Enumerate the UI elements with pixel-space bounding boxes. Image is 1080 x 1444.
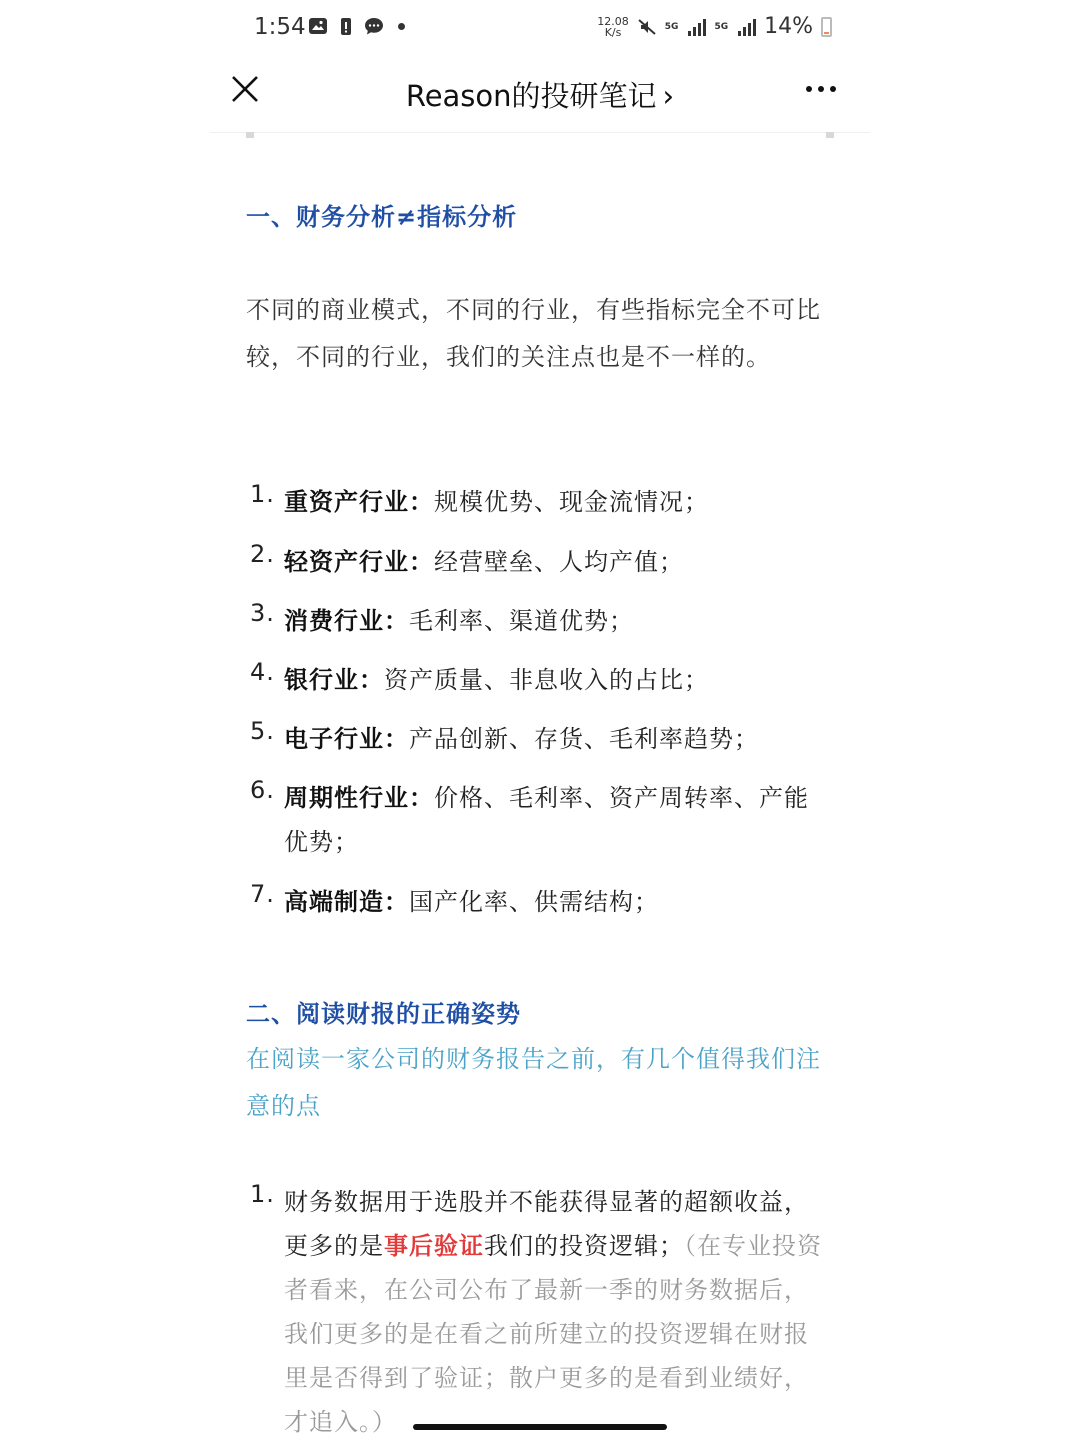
system-icons xyxy=(597,14,832,39)
list-number: 1. xyxy=(250,480,275,508)
status-bar xyxy=(210,0,870,60)
item-label: 重资产行业： xyxy=(284,488,434,516)
item-text: 经营壁垒、人均产值； xyxy=(434,548,684,576)
item-text: 价格、毛利率、资产周转率、产能优势； xyxy=(284,784,809,856)
item-text: 财务数据用于选股并不能获得显著的超额收益，更多的是 xyxy=(284,1188,809,1260)
account-title[interactable] xyxy=(210,74,870,115)
signal-bars-icon-2 xyxy=(736,17,756,37)
list-number: 5. xyxy=(250,717,275,745)
chevron-right-icon: › xyxy=(662,79,675,113)
battery-icon xyxy=(821,17,832,37)
image-corner-mark-left xyxy=(246,132,254,138)
image-corner-mark-right xyxy=(826,132,834,138)
section-heading-1: 一、财务分析≠指标分析 xyxy=(246,203,518,231)
item-label: 消费行业： xyxy=(284,607,409,635)
phone-screen xyxy=(210,0,870,1439)
signal-5g-label-2: 5G xyxy=(714,21,729,32)
item-label: 银行业： xyxy=(284,666,384,694)
signal-bars-icon xyxy=(686,17,706,37)
item-text: 规模优势、现金流情况； xyxy=(434,488,709,516)
section1-intro: 不同的商业模式，不同的行业，有些指标完全不可比较，不同的行业，我们的关注点也是不一样的。 xyxy=(246,296,821,371)
battery-alert-icon xyxy=(336,16,356,36)
section-heading-2: 二、阅读财报的正确姿势 xyxy=(246,1000,521,1028)
item-text: 产品创新、存货、毛利率趋势； xyxy=(409,725,759,753)
list-number: 2. xyxy=(250,540,275,568)
chat-bubble-icon xyxy=(364,16,384,36)
signal-5g-label-1: 5G xyxy=(664,21,679,32)
list-number: 3. xyxy=(250,599,275,627)
battery-percent: 14% xyxy=(764,14,813,39)
more-options-icon[interactable] xyxy=(806,86,836,92)
highlight-text: 事后验证 xyxy=(384,1232,484,1260)
battery-level xyxy=(824,32,829,34)
item-label: 高端制造： xyxy=(284,888,409,916)
network-speed: 12.08 K/s xyxy=(597,14,629,39)
list-number: 1. xyxy=(250,1180,275,1208)
item-label: 轻资产行业： xyxy=(284,548,434,576)
item-text: 国产化率、供需结构； xyxy=(409,888,659,916)
section2-subtitle: 在阅读一家公司的财务报告之前，有几个值得我们注意的点 xyxy=(246,1045,821,1120)
item-text: 毛利率、渠道优势； xyxy=(409,607,634,635)
item-text: 资产质量、非息收入的占比； xyxy=(384,666,709,694)
gallery-icon xyxy=(308,16,328,36)
account-name[interactable]: Reason的投研笔记 xyxy=(405,79,657,113)
list-number: 4. xyxy=(250,658,275,686)
list-number: 6. xyxy=(250,776,275,804)
list-number: 7. xyxy=(250,880,275,908)
item-label: 电子行业： xyxy=(284,725,409,753)
status-time: 1:54 xyxy=(254,14,306,40)
more-notifications-dot xyxy=(398,23,405,30)
item-text-cont: 我们的投资逻辑； xyxy=(484,1232,684,1260)
item-label: 周期性行业： xyxy=(284,784,434,812)
top-nav-bar xyxy=(210,60,870,133)
mute-icon xyxy=(637,17,657,37)
home-indicator[interactable] xyxy=(413,1424,667,1430)
notification-icons xyxy=(308,16,405,36)
item-note: （在专业投资者看来，在公司公布了最新一季的财务数据后，我们更多的是在看之前所建立的投资逻辑在财报里是否得到了验证；散户更多的是看到业绩好，才追入。） xyxy=(284,1232,822,1436)
